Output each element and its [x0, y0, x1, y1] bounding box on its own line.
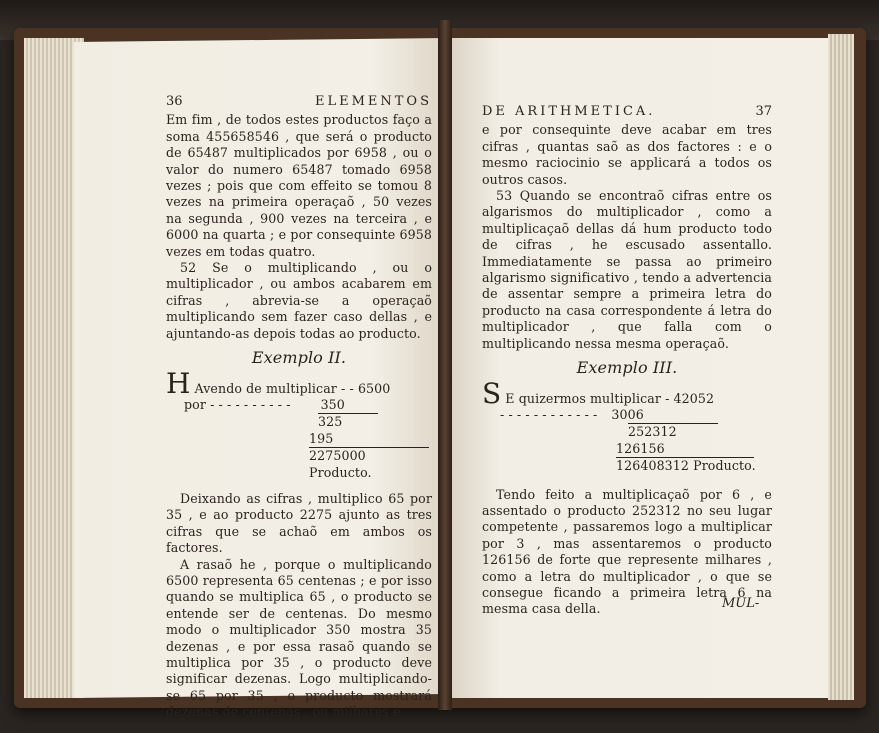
catchword: MUL- [722, 596, 760, 611]
right-title: DE ARITHMETICA. [482, 104, 656, 119]
right-example [482, 376, 772, 475]
left-paragraph-2: 52 Se o multiplicando , ou o multiplicador , ou ambos acabarem em cifras , abrevia-se a operaçaõ multiplicando sem fazer caso dellas , e ajuntando-as depois todas ao producto. [166, 260, 432, 341]
right-paragraph-1: e por consequinte deve acabar em tres cifras , quantas saõ as dos factores : e o mesmo raciocinio se applicará a todos os outros casos. [482, 122, 772, 187]
left-page-text [166, 94, 432, 721]
left-folio: 36 [166, 94, 183, 109]
left-example-title: Exemplo II. [251, 348, 347, 368]
right-example-line-1: E quizermos multiplicar - 42052 [505, 390, 715, 406]
left-example-line-2-label: por - - - - - - - - - - [184, 396, 291, 412]
right-example-title: Exemplo III. [576, 358, 678, 378]
right-page-text [482, 104, 772, 618]
right-running-head [482, 104, 772, 120]
left-paragraph-4: A rasaõ he , porque o multiplicando 6500 representa 65 centenas ; e por isso quando se multiplica 65 , o producto se entende ser de centenas. Do mesmo modo o multiplicador 350 mostra 35 dezenas , e por essa rasaõ quando se multiplica por 35 , o producto deve significar dezenas. Logo multiplicando-se 65 por 35 , o producto mostrará dezenas de centenas , ou milhares e [166, 556, 432, 720]
right-paragraph-3: Tendo feito a multiplicaçaõ por 6 , e assentado o producto 252312 no seu lugar competente , passaremos logo a multiplicar por 3 , mas assentaremos o producto 126156 de forte que represente milhares , como a letra do multiplicador , o que se consegue ficando a primeira letra 6 na mesma casa della. [482, 486, 772, 617]
left-example-line-1: Avendo de multiplicar - - 6500 [194, 380, 391, 396]
left-example [166, 366, 432, 481]
right-example-result: 126408312 Producto. [616, 458, 756, 474]
right-paragraph-2: 53 Quando se encontraõ cifras entre os algarismos do multiplicador , como a multiplicaçaõ dellas dá hum producto todo de cifras , he escusado assentallo. Immediatamente se passa ao primeiro algarismo significativo , tendo a advertencia de assentar sempre a primeira letra do producto na casa correspondente á letra do multiplicador , que falla com o multiplicando nessa mesma operaçaõ. [482, 188, 772, 351]
left-title: ELEMENTOS [314, 94, 432, 109]
right-example-line-4: 126156 [616, 440, 665, 456]
left-example-result: 2275000 Producto. [309, 448, 372, 480]
right-page-edges [828, 34, 854, 700]
right-folio: 37 [755, 104, 772, 119]
right-example-initial: S [482, 376, 502, 410]
left-paragraph-3: Deixando as cifras , multiplico 65 por 35 , e ao producto 2275 ajunto as tres cifras que se achaõ em ambos os factores. [166, 490, 432, 556]
right-example-line-2-label: - - - - - - - - - - - - [500, 406, 598, 422]
right-example-line-3: 252312 [628, 424, 677, 440]
left-paragraph-1: Em fim , de todos estes productos faço a soma 455658546 , que será o producto de 65487 multiplicados por 6958 , ou o valor do numero 65487 tomado 6958 vezes ; pois que com effeito se tomou 8 vezes na primeira operaçaõ , 50 vezes na segunda , 900 vezes na terceira , e 6000 na quarta ; e por consequinte 6958 vezes em todas quatro. [166, 112, 432, 259]
left-example-initial: H [166, 366, 191, 400]
left-example-line-4: 195 [309, 430, 334, 446]
right-example-line-2-number: 3006 [611, 406, 644, 422]
left-running-head [166, 94, 432, 110]
book-spine [438, 20, 452, 710]
left-example-line-2-number: 350 [320, 396, 345, 412]
left-example-line-3: 325 [318, 414, 343, 430]
